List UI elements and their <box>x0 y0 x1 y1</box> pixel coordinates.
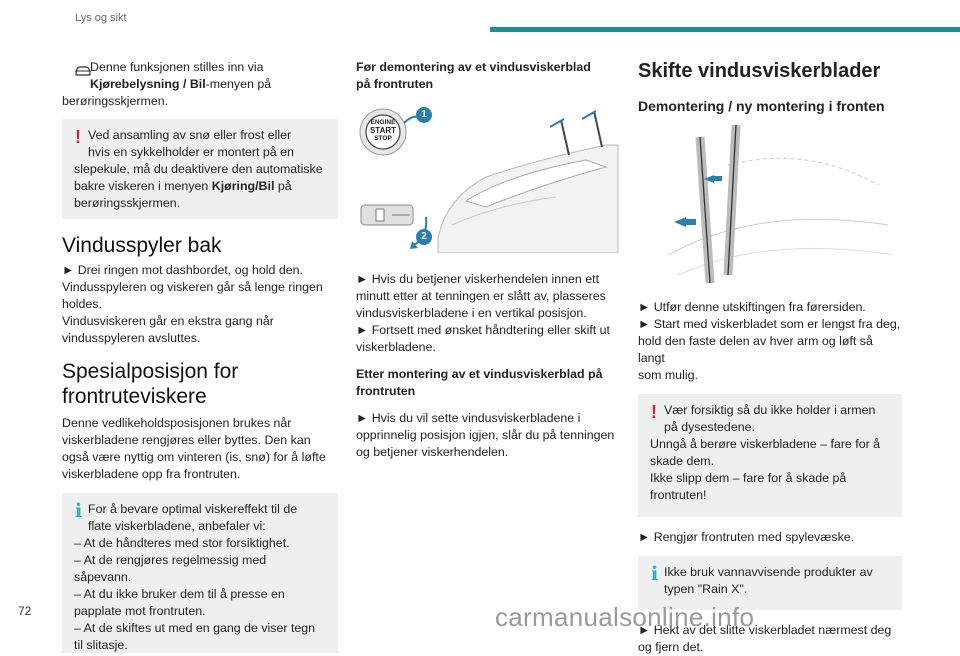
info-box-rain-x: i Ikke bruk vannavvisende produkter av typen "Rain X". <box>638 556 902 610</box>
badge-2: 2 <box>416 229 432 245</box>
after-fitting-text: ► Hvis du vil sette vindusviskerbladene i opprinnelig posisjon igjen, slår du på tenningen og betjener viskerhendelen. <box>356 411 615 459</box>
heading-special-position: Spesialposisjon for frontruteviskere <box>62 360 239 408</box>
badge-1: 1 <box>416 107 432 123</box>
before-removal-text: ► Hvis du betjener viskerhendelen innen ett minutt etter at tenningen er slått av, plasseres vindusviskerbladene i en vertikal posisjon. ► Fortsett med ønsket håndtering eller skift ut viskerbladene. <box>356 272 610 354</box>
figure-wiper-service-position <box>356 105 620 253</box>
warning-box-wiper-arm: ! Vær forsiktig så du ikke holder i armen på dysestedene. Unngå å berøre viskerbladene – fare for å skade dem. Ikke slipp dem – fare for å skade på frontruten! <box>638 394 902 517</box>
page-number: 72 <box>18 604 32 618</box>
intro-paragraph: Denne funksjonen stilles inn via Kjørebelysning / Bil-menyen på berøringsskjermen. <box>62 60 272 108</box>
column-middle <box>356 59 620 461</box>
header-accent-bar <box>490 27 960 32</box>
heading-before-removal: Før demontering av et vindusviskerblad på frontruten <box>356 60 591 91</box>
watermark: carmanualsonline.info <box>495 602 755 632</box>
column-left <box>62 59 338 653</box>
unhook-step: ► Hekt av det slitte viskerbladet nærmest deg og fjern det. <box>638 623 892 654</box>
wiper-removal-illustration <box>638 125 902 293</box>
column-right <box>638 59 902 656</box>
rear-washer-text: ► Drei ringen mot dashbordet, og hold den. Vindusspyleren og viskeren går så lenge ringen holdes. Vindusviskeren går en ekstra gang når vindusspyleren avsluttes. <box>62 263 323 345</box>
warning-icon: ! <box>651 402 657 422</box>
warning-icon: ! <box>75 127 81 147</box>
warning-box-rear-wiper: ! Ved ansamling av snø eller frost eller hvis en sykkelholder er montert på en slepekule, må du deaktivere den automatiske bakre viskeren i menyen Kjøring/Bil på berøringsskjermen. <box>62 119 338 219</box>
info-icon: i <box>75 500 83 522</box>
heading-after-fitting: Etter montering av et vindusviskerblad på frontruten <box>356 367 603 398</box>
heading-change-blades: Skifte vindusviskerblader <box>638 60 881 82</box>
info-icon: i <box>651 563 659 585</box>
car-icon <box>74 65 92 82</box>
figure-front-wiper-change <box>638 125 902 293</box>
section-header: Lys og sikt <box>75 12 127 24</box>
special-position-text: Denne vedlikeholdsposisjonen brukes når viskerbladene rengjøres eller byttes. Den kan også være nyttig om vinteren (is, snø) for å løfte viskerbladene opp fra frontruten. <box>62 416 326 481</box>
front-change-steps: ► Utfør denne utskiftingen fra førersiden. ► Start med viskerbladet som er lengst fra deg, hold den faste delen av hver arm og løft så langt som mulig. <box>638 300 901 382</box>
info-box-wiper-care: i For å bevare optimal viskereffekt til de flate viskerbladene, anbefaler vi: – At de håndteres med stor forsiktighet. – At de rengjøres regelmessig med såpevann. – At du ikke bruker dem til å presse en papplate mot frontruten. – At de skiftes ut med en gang de viser tegn til slitasje. <box>62 493 338 653</box>
heading-rear-washer: Vindusspyler bak <box>62 234 222 257</box>
heading-front-removal: Demontering / ny montering i fronten <box>638 98 885 114</box>
clean-step: ► Rengjør frontruten med spylevæske. <box>638 530 855 544</box>
start-stop-button-label: ENGINE START STOP <box>369 119 397 142</box>
